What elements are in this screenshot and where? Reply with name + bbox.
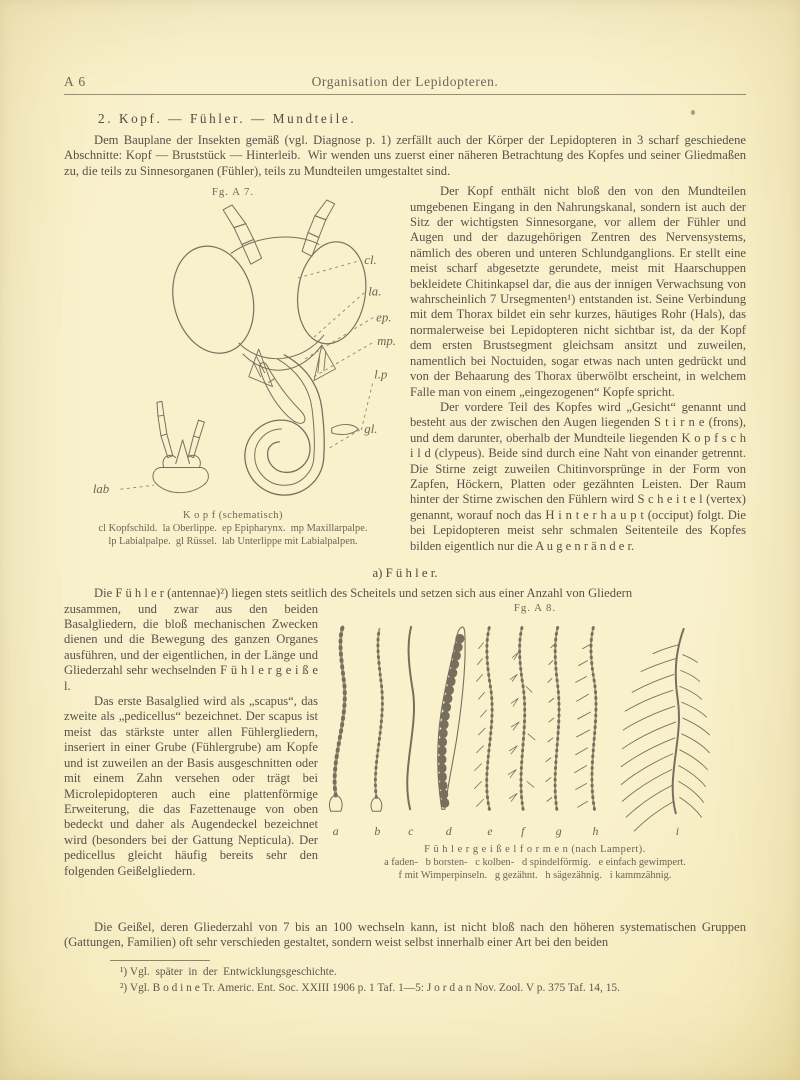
figure-a7-caption-line1: cl Kopfschild. la Oberlippe. ep Epipharynx. mp Maxillarpalpe. [98,523,368,535]
part-label-lab: lab [92,482,110,497]
figure-a7-caption-title: K o p f (schematisch) [183,510,283,522]
antenna-base-right [302,200,335,256]
compound-eye-right [291,237,373,349]
figure-a8-label: Fg. A 8. [513,601,557,614]
part-label-lp: l.p [374,367,388,382]
form-letter-c: c [408,823,414,838]
antenna-form-b [371,629,382,811]
antenna-form-c [407,627,414,809]
paragraph-fuehler-intro: Die F ü h l e r (antennae)²) liegen stets seitlich des Scheitels und setzen sich aus einer Anzahl von Gliedern [94,586,633,601]
page-number: A 6 [64,74,87,89]
part-label-ep: ep. [376,310,392,325]
form-letter-a: a [332,823,339,838]
part-label-la: la. [368,284,382,299]
part-label-mp: mp. [377,334,397,349]
figure-a7 [64,186,402,548]
antenna-base-left [223,205,262,264]
subsection-heading: a) F ü h l e r. [372,566,438,581]
clypeus-band [239,335,324,370]
antenna-form-d [438,627,466,809]
antenna-form-e [475,627,493,809]
paragraph-kopf-1: Der Kopf enthält nicht bloß den von den Mundteilen umgebenen Eingang in den Nahrungskanal, sondern ist auch der Sitz der wichtigsten Sinnesorgane, vor allem der Fühler und Augen und der dazugehörigen Zentren des Nervensystems, nämlich des oberen und unteren Schlundganglions. Er stellt eine meist scharf abgesetzte gerundete, meist mit Haarschuppen bekleidete Chitinkapsel dar, die aus der innigen Verwachsung von wahrscheinlich 7 Ursegmenten¹) entstanden ist. Seine Verbindung mit dem Thorax bildet ein sehr kurzes, häutiges Rohr (Hals), das normalerweise bei Lepidopteren nicht sichtbar ist, da der Kopf dem ersten Brustsegment gleichsam ansitzt und zuweilen, namentlich bei Noctuiden, sogar etwas nach unten gedrückt und von der Behaarung des Thorax überwölbt erscheint, in welchem Falle man von einem „eingezogenen“ Kopfe spricht. [410,184,746,399]
antenna-form-g [546,627,559,809]
page-header [64,74,746,95]
proboscis-outer-line [245,355,324,495]
figure-a7-caption [64,509,402,548]
maxillary-palp-drawing [332,425,359,435]
head-schematic-drawing [65,199,401,507]
section-kopf [64,184,746,558]
labium-sketch [153,402,208,493]
antenna-form-a [329,627,344,811]
figure-a8-caption-line1: a faden- b borsten- c kolben- d spindelförmig. e einfach gewimpert. [384,856,686,868]
antenna-form-i [621,629,709,831]
figure-a8-caption-line2: f mit Wimperpinseln. g gezähnt. h sägezähnig. i kammzähnig. [398,869,672,881]
footnote-1: ¹) Vgl. später in der Entwicklungsgeschichte. [120,966,337,979]
figure-a7-caption-line2: lp Labialpalpe. gl Rüssel. lab Unterlippe mit Labialpalpen. [108,536,358,548]
form-letter-e: e [487,823,493,838]
part-label-gl: gl. [364,422,378,437]
figure-a8-caption-title: F ü h l e r g e i ß e l f o r m e n (nach Lampert). [424,843,646,855]
form-letter-f: f [521,823,525,838]
paragraph-intro: Dem Bauplane der Insekten gemäß (vgl. Diagnose p. 1) zerfällt auch der Körper der Lepidopteren in 3 scharf geschiedene Abschnitte: Kopf — Bruststück — Hinterleib. Wir wenden uns zuerst einer näheren Betrachtung des Kopfes und seiner Gliedmaßen zu, die teils zu Sinnesorganen (Fühler), teils zu Mundteilen umgestaltet sind. [64,133,750,178]
figure-a8 [324,602,746,882]
running-title: Organisation der Lepidopteren. [311,74,499,89]
antenna-form-h [575,627,596,809]
footnote-2: ²) Vgl. B o d i n e Tr. Americ. Ent. Soc. XXIII 1906 p. 1 Taf. 1—5: J o r d a n Nov. Zool. V p. 375 Taf. 14, 15. [120,981,620,994]
paragraph-kopf-2: Der vordere Teil des Kopfes wird „Gesicht“ genannt und besteht aus der zwischen den Augen liegenden S t i r n e (frons), und dem darunter, oberhalb der Mundteile liegenden K o p f s c h i l d (clypeus). Beide sind durch eine Naht von einander getrennt. Die Stirne zeigt zuweilen Chitinvorsprünge in der Form von Zapfen, Höckern, Platten oder gezähnten Leisten. Der Raum hinter der Stirne zwischen den Fühlern wird S c h e i t e l (vertex) genannt, worauf noch das H i n t e r h a u p t (occiput) folgt. Die bei Lepidopteren meist sehr schmalen Seitenteile des Kopfes bilden eigentlich nur die A u g e n r ä n d e r. [410,399,746,553]
figure-a8-caption [324,843,746,882]
form-letter-h: h [592,823,599,838]
figure-a7-label: Fg. A 7. [211,186,255,199]
section-fuehler [64,602,746,916]
form-letter-g: g [555,823,562,838]
form-letter-b: b [374,823,381,838]
paragraph-fuehler-cont: zusammen, und zwar aus den beiden Basalgliedern, die bloß mechanischen Zwecken dienen und die Bewegung des ganzen Organes ausführen, und der eigentlichen, in der Länge und Gliederzahl sehr wechselnden F ü h l e r g e i ß e l. [64,601,318,693]
section-heading: 2. Kopf. — Fühler. — Mundteile. [98,111,357,126]
footnote-rule [110,960,210,961]
proboscis-inner-line [255,359,315,485]
compound-eye-left [162,238,265,362]
form-letter-i: i [675,823,680,838]
mouthparts-region [249,345,336,386]
antenna-forms-drawing [325,615,745,841]
part-label-cl: cl. [364,253,377,268]
paragraph-scapus: Das erste Basalglied wird als „scapus“, das zweite als „pedicellus“ bezeichnet. Der scapus ist meist das stärkste unter allen Fühlergliedern, inseriert in einer Grube (Fühlergrube) am Kopfe und ist zuweilen an der Basis ausgeschnitten oder mit einem Zahn versehen oder trägt bei Microlepidopteren auch eine plattenförmige Erweiterung, die das Fazettenauge von oben bedeckt und daher als Augendeckel bezeichnet wird (besonders bei der Gattung Nepticula). Der pedicellus gleicht häufig bereits sehr den folgenden Geißelgliedern. [64,694,318,878]
page-content [64,74,750,996]
form-letter-d: d [445,823,452,838]
labial-palp-drawing [260,363,305,424]
paragraph-geissel: Die Geißel, deren Gliederzahl von 7 bis an 100 wechseln kann, ist nicht bloß nach den höheren systematischen Gruppen (Gattungen, Familien) oft sehr verschieden gestaltet, sondern weist selbst innerhalb einer Art bei den beiden [64,919,746,950]
antenna-form-f [508,627,535,809]
